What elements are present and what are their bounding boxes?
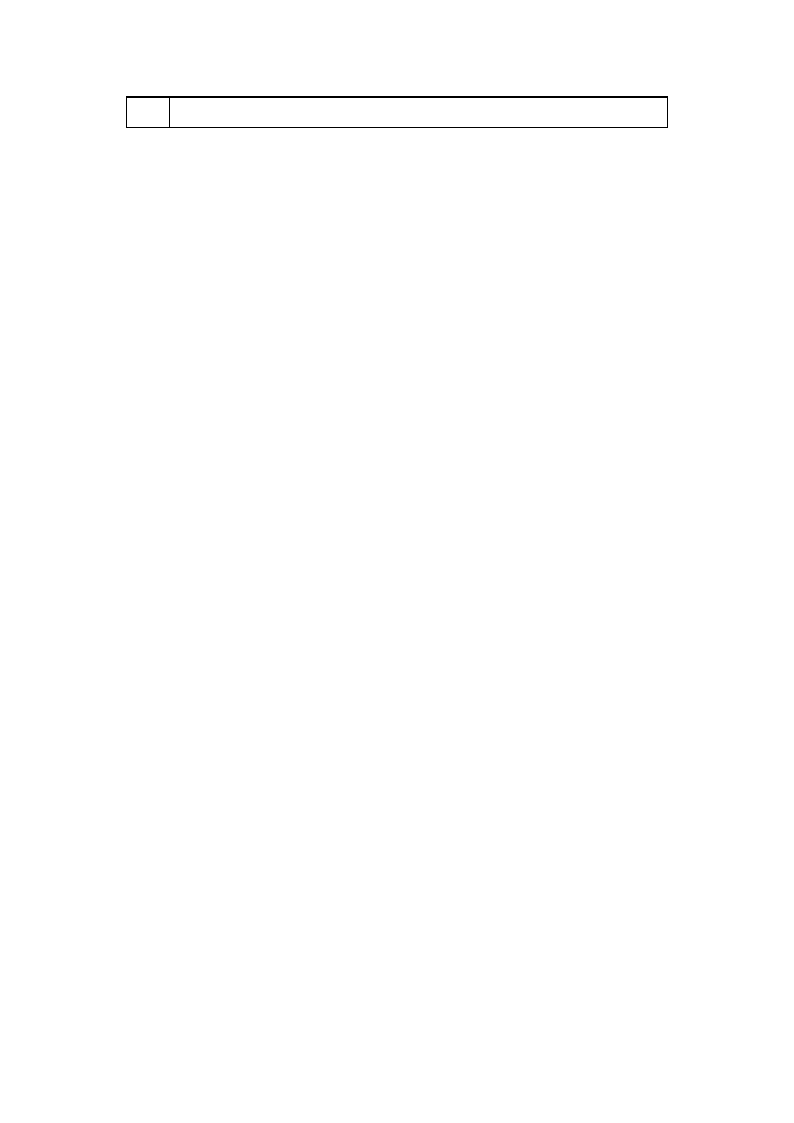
vocab-row bbox=[127, 98, 668, 128]
vocab-cell bbox=[170, 98, 668, 128]
vocab-table bbox=[126, 96, 668, 128]
teacher-book-header bbox=[170, 98, 667, 127]
side-label-cell bbox=[127, 98, 170, 128]
